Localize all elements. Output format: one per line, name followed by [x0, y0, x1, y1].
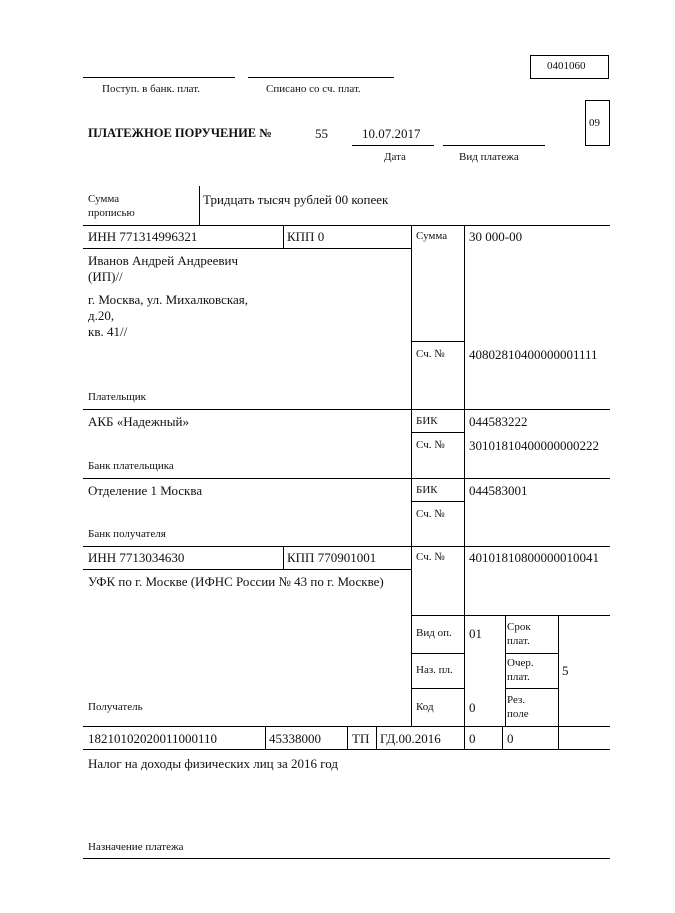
date-line: [352, 145, 434, 146]
grid-line: [83, 749, 610, 750]
payer-inn: ИНН 771314996321: [88, 229, 198, 244]
payer-bank-bik-label: БИК: [416, 415, 438, 427]
recipient-kpp: КПП 770901001: [287, 550, 377, 565]
payer-address-2: д.20,: [88, 308, 115, 323]
payer-address-3: кв. 41//: [88, 324, 128, 339]
grid-line: [502, 726, 503, 749]
status-code: 09: [589, 117, 600, 129]
received-line: [83, 77, 235, 78]
op-type-label: Вид оп.: [416, 627, 452, 639]
recipient-bank-bik-label: БИК: [416, 484, 438, 496]
payer-bank-bik-value: 044583222: [469, 414, 528, 429]
term-label-1: Срок: [507, 621, 531, 633]
grid-line: [505, 615, 506, 726]
payer-bank-name: АКБ «Надежный»: [88, 414, 189, 429]
tax-doc-date: 0: [507, 731, 514, 746]
recipient-account-label: Сч. №: [416, 551, 445, 563]
form-code: 0401060: [547, 60, 586, 72]
recipient-inn: ИНН 7713034630: [88, 550, 185, 565]
payer-bank-label: Банк плательщика: [88, 460, 174, 472]
grid-line: [265, 726, 266, 749]
grid-line: [464, 225, 465, 726]
date-label: Дата: [384, 151, 406, 163]
recipient-bank-bik-value: 044583001: [469, 483, 528, 498]
grid-line: [376, 726, 377, 749]
grid-line: [558, 726, 559, 749]
amount-words-label-1: Сумма: [88, 193, 120, 205]
recipient-account-value: 40101810800000010041: [469, 550, 599, 565]
tax-basis: ТП: [352, 731, 370, 746]
grid-line: [283, 225, 284, 248]
payer-label: Плательщик: [88, 391, 146, 403]
code-label: Код: [416, 701, 434, 713]
payment-type-label: Вид платежа: [459, 151, 519, 163]
purpose-text: Налог на доходы физических лиц за 2016 год: [88, 756, 339, 771]
grid-line: [411, 501, 464, 502]
grid-line: [83, 478, 610, 479]
grid-line: [83, 858, 610, 859]
payer-sum-value: 30 000-00: [469, 229, 523, 244]
payer-address-1: г. Москва, ул. Михалковская,: [88, 292, 248, 307]
received-label: Поступ. в банк. плат.: [102, 83, 201, 95]
order-label-1: Очер.: [507, 657, 534, 669]
payer-kpp: КПП 0: [287, 229, 325, 244]
payer-account-value: 40802810400000001111: [469, 347, 598, 362]
tax-kbk: 18210102020011000110: [88, 731, 218, 746]
grid-line: [411, 341, 464, 342]
grid-line: [505, 653, 558, 654]
recipient-bank-name: Отделение 1 Москва: [88, 483, 203, 498]
recipient-label: Получатель: [88, 701, 143, 713]
grid-line: [83, 248, 411, 249]
debited-label: Списано со сч. плат.: [266, 83, 361, 95]
payer-sum-label: Сумма: [416, 230, 448, 242]
grid-line: [411, 688, 464, 689]
reserve-label-2: поле: [507, 708, 529, 720]
grid-line: [83, 546, 610, 547]
amount-words-value: Тридцать тысяч рублей 00 копеек: [203, 192, 389, 207]
tax-doc-number: 0: [469, 731, 476, 746]
document-number: 55: [315, 126, 328, 141]
payer-name-2: (ИП)//: [88, 269, 123, 284]
payer-bank-account-label: Сч. №: [416, 439, 445, 451]
payment-type-line: [443, 145, 545, 146]
order-value: 5: [562, 663, 569, 678]
reserve-label-1: Рез.: [507, 694, 526, 706]
grid-line: [411, 615, 610, 616]
grid-line: [505, 688, 558, 689]
debited-line: [248, 77, 394, 78]
payer-name-1: Иванов Андрей Андреевич: [88, 253, 239, 268]
amount-words-label-2: прописью: [88, 207, 135, 219]
payer-account-label: Сч. №: [416, 348, 445, 360]
code-value: 0: [469, 700, 476, 715]
tax-period: ГД.00.2016: [380, 731, 441, 746]
document-date: 10.07.2017: [362, 126, 421, 141]
recipient-bank-account-label: Сч. №: [416, 508, 445, 520]
grid-line: [347, 726, 348, 749]
grid-line: [558, 615, 559, 726]
recipient-bank-label: Банк получателя: [88, 528, 166, 540]
grid-line: [83, 225, 610, 226]
payer-bank-account-value: 30101810400000000222: [469, 438, 599, 453]
grid-line: [83, 409, 610, 410]
amount-words-divider: [199, 186, 200, 225]
order-label-2: плат.: [507, 671, 530, 683]
op-type-value: 01: [469, 626, 482, 641]
purpose-code-label: Наз. пл.: [416, 664, 453, 676]
grid-line: [411, 225, 412, 726]
page-title: ПЛАТЕЖНОЕ ПОРУЧЕНИЕ №: [88, 126, 272, 140]
recipient-name: УФК по г. Москве (ИФНС России № 43 по г. Москве): [88, 574, 384, 589]
tax-oktmo: 45338000: [269, 731, 321, 746]
grid-line: [411, 432, 464, 433]
grid-line: [464, 726, 465, 749]
grid-line: [283, 546, 284, 569]
term-label-2: плат.: [507, 635, 530, 647]
grid-line: [411, 653, 464, 654]
grid-line: [83, 569, 411, 570]
purpose-label: Назначение платежа: [88, 841, 184, 853]
